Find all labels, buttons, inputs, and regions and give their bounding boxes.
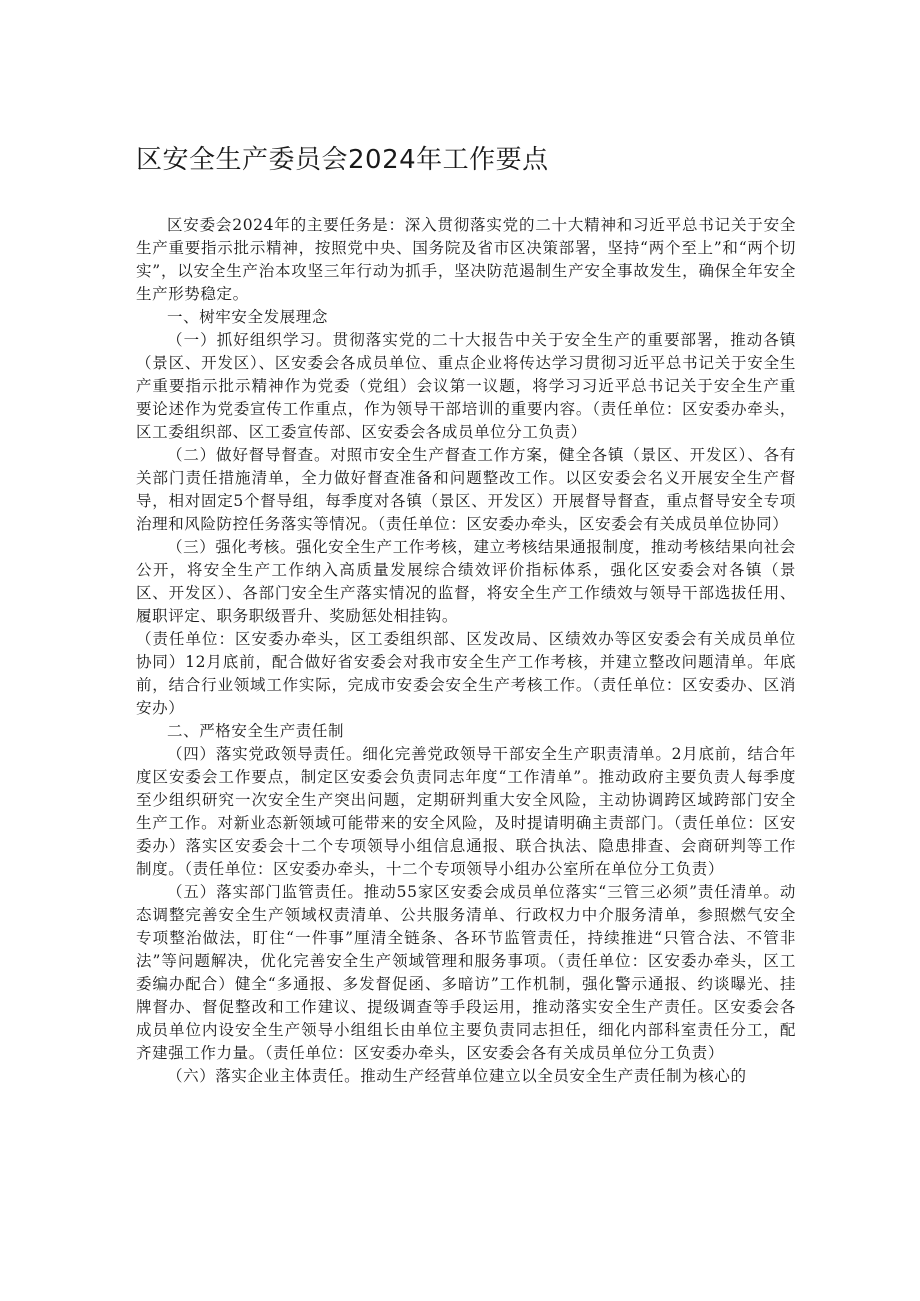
body-paragraph: （六）落实企业主体责任。推动生产经营单位建立以全员安全生产责任制为核心的 [167,1067,747,1085]
document-page [136,140,796,1088]
section-heading: 二、严格安全生产责任制 [167,722,345,740]
body-paragraph: （一）抓好组织学习。贯彻落实党的二十大报告中关于安全生产的重要部署，推动各镇（景区、开发区）、区安委会各成员单位、重点企业将传达学习贯彻习近平总书记关于安全生产重要指示批示精神作为党委（党组）会议第一议题，将学习习近平总书记关于安全生产重要论述作为党委宣传工作重点，作为领导干部培训的重要内容。（责任单位：区安委办牵头，区工委组织部、区工委宣传部、区安委会各成员单位分工负责） [136,331,796,441]
body-paragraph: （四）落实党政领导责任。细化完善党政领导干部安全生产职责清单。2月底前，结合年度区安委会工作要点，制定区安委会负责同志年度“工作清单”。推动政府主要负责人每季度至少组织研究一次安全生产突出问题，定期研判重大安全风险，主动协调跨区域跨部门安全生产工作。对新业态新领域可能带来的安全风险，及时提请明确主责部门。（责任单位：区安委办）落实区安委会十二个专项领导小组信息通报、联合执法、隐患排查、会商研判等工作制度。（责任单位：区安委办牵头，十二个专项领导小组办公室所在单位分工负责） [136,745,796,878]
body-paragraph: 区安委会2024年的主要任务是：深入贯彻落实党的二十大精神和习近平总书记关于安全生产重要指示批示精神，按照党中央、国务院及省市区决策部署，坚持“两个至上”和“两个切实”，以安全生产治本攻坚三年行动为抓手，坚决防范遏制生产安全事故发生，确保全年安全生产形势稳定。 [136,216,796,303]
document-title: 区安全生产委员会2024年工作要点 [136,145,549,175]
body-paragraph: （三）强化考核。强化安全生产工作考核，建立考核结果通报制度，推动考核结果向社会公开，将安全生产工作纳入高质量发展综合绩效评价指标体系，强化区安委会对各镇（景区、开发区）、各部门安全生产落实情况的监督，将安全生产工作绩效与领导干部选拔任用、履职评定、职务职级晋升、奖励惩处相挂钩。 [136,538,796,625]
body-paragraph: （责任单位：区安委办牵头，区工委组织部、区发改局、区绩效办等区安委会有关成员单位协同）12月底前，配合做好省安委会对我市安全生产工作考核，并建立整改问题清单。年底前，结合行业领域工作实际，完成市安委会安全生产考核工作。（责任单位：区安委办、区消安办） [136,630,796,717]
section-heading: 一、树牢安全发展理念 [167,308,329,326]
document-body [136,214,796,1088]
body-paragraph: （五）落实部门监管责任。推动55家区安委会成员单位落实“三管三必须”责任清单。动态调整完善安全生产领域权责清单、公共服务清单、行政权力中介服务清单，参照燃气安全专项整治做法，盯住“一件事”厘清全链条、各环节监管责任，持续推进“只管合法、不管非法”等问题解决，优化完善安全生产领域管理和服务事项。（责任单位：区安委办牵头，区工委编办配合）健全“多通报、多发督促函、多暗访”工作机制，强化警示通报、约谈曝光、挂牌督办、督促整改和工作建议、提级调查等手段运用，推动落实安全生产责任。区安委会各成员单位内设安全生产领导小组组长由单位主要负责同志担任，细化内部科室责任分工，配齐建强工作力量。（责任单位：区安委办牵头，区安委会各有关成员单位分工负责） [136,883,796,1062]
body-paragraph: （二）做好督导督查。对照市安全生产督查工作方案，健全各镇（景区、开发区）、各有关部门责任措施清单，全力做好督查准备和问题整改工作。以区安委会名义开展安全生产督导，相对固定5个督导组，每季度对各镇（景区、开发区）开展督导督查，重点督导安全专项治理和风险防控任务落实等情况。（责任单位：区安委办牵头，区安委会有关成员单位协同） [136,446,796,533]
